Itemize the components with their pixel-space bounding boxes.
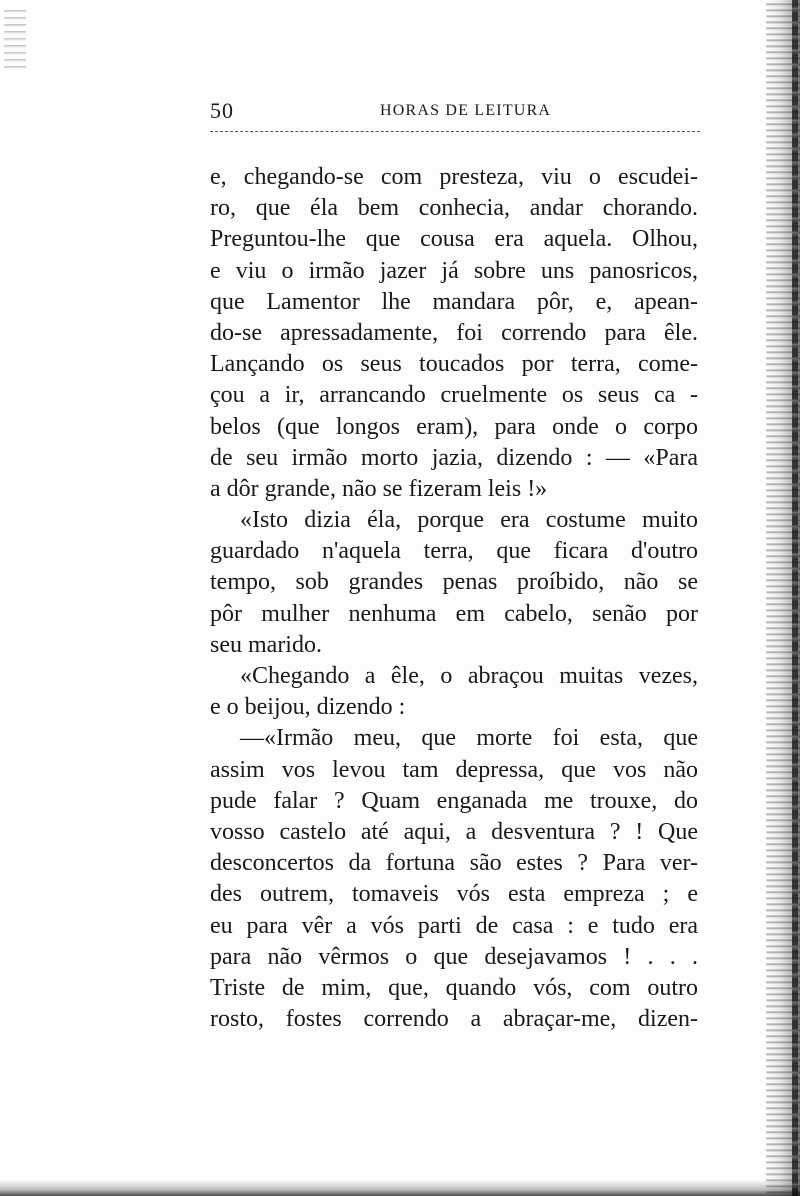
page-number: 50 bbox=[210, 98, 234, 123]
text-line: assim vos levou tam depressa, que vos não bbox=[210, 756, 698, 783]
text-line: pôr mulher nenhuma em cabelo, senão por bbox=[210, 600, 698, 627]
running-head-title: HORAS DE LEITURA bbox=[380, 102, 552, 119]
text-line: «Isto dizia éla, porque era costume muito bbox=[240, 507, 698, 534]
text-line: çou a ir, arrancando cruelmente os seus ca - bbox=[210, 382, 698, 409]
text-line: des outrem, tomaveis vós esta empreza ; e bbox=[210, 881, 698, 908]
page-bottom-edge bbox=[0, 1180, 800, 1196]
text-line: de seu irmão morto jazia, dizendo : — «Para bbox=[210, 444, 698, 471]
header-rule bbox=[210, 131, 700, 132]
text-line: pude falar ? Quam enganada me trouxe, do bbox=[210, 787, 698, 814]
text-line: eu para vêr a vós parti de casa : e tudo era bbox=[210, 912, 698, 939]
text-line: ro, que éla bem conhecia, andar chorando. bbox=[210, 195, 698, 222]
text-line: Lançando os seus toucados por terra, come- bbox=[210, 351, 698, 378]
page-header bbox=[210, 98, 700, 124]
text-line: que Lamentor lhe mandara pôr, e, apean- bbox=[210, 288, 698, 315]
text-line: «Chegando a êle, o abraçou muitas vezes, bbox=[240, 663, 698, 689]
text-line: guardado n'aquela terra, que ficara d'outro bbox=[210, 538, 698, 565]
body-text bbox=[210, 162, 698, 1035]
text-line: desconcertos da fortuna são estes ? Para ver- bbox=[210, 850, 698, 877]
text-line: seu marido. bbox=[210, 631, 322, 658]
text-line: e viu o irmão jazer já sobre uns panosricos, bbox=[210, 257, 698, 284]
text-line: —«Irmão meu, que morte foi esta, que bbox=[240, 725, 698, 752]
text-line: para não vêrmos o que desejavamos ! . . . bbox=[210, 943, 698, 970]
text-line: e, chegando-se com presteza, viu o escudei- bbox=[210, 164, 698, 190]
scan-speckle bbox=[4, 10, 26, 70]
text-line: rosto, fostes correndo a abraçar-me, dizen- bbox=[210, 1006, 698, 1033]
text-line: vosso castelo até aqui, a desventura ? ! Que bbox=[210, 818, 698, 845]
text-line: a dôr grande, não se fizeram leis !» bbox=[210, 475, 548, 502]
text-line: tempo, sob grandes penas proíbido, não se bbox=[210, 569, 698, 596]
text-line: Preguntou-lhe que cousa era aquela. Olhou, bbox=[210, 226, 698, 253]
page-edge-shadow bbox=[766, 0, 800, 1196]
text-line: e o beijou, dizendo : bbox=[210, 694, 406, 721]
text-line: Triste de mim, que, quando vós, com outro bbox=[210, 974, 698, 1001]
text-line: belos (que longos eram), para onde o corpo bbox=[210, 413, 698, 440]
text-line: do-se apressadamente, foi correndo para êle. bbox=[210, 319, 698, 346]
